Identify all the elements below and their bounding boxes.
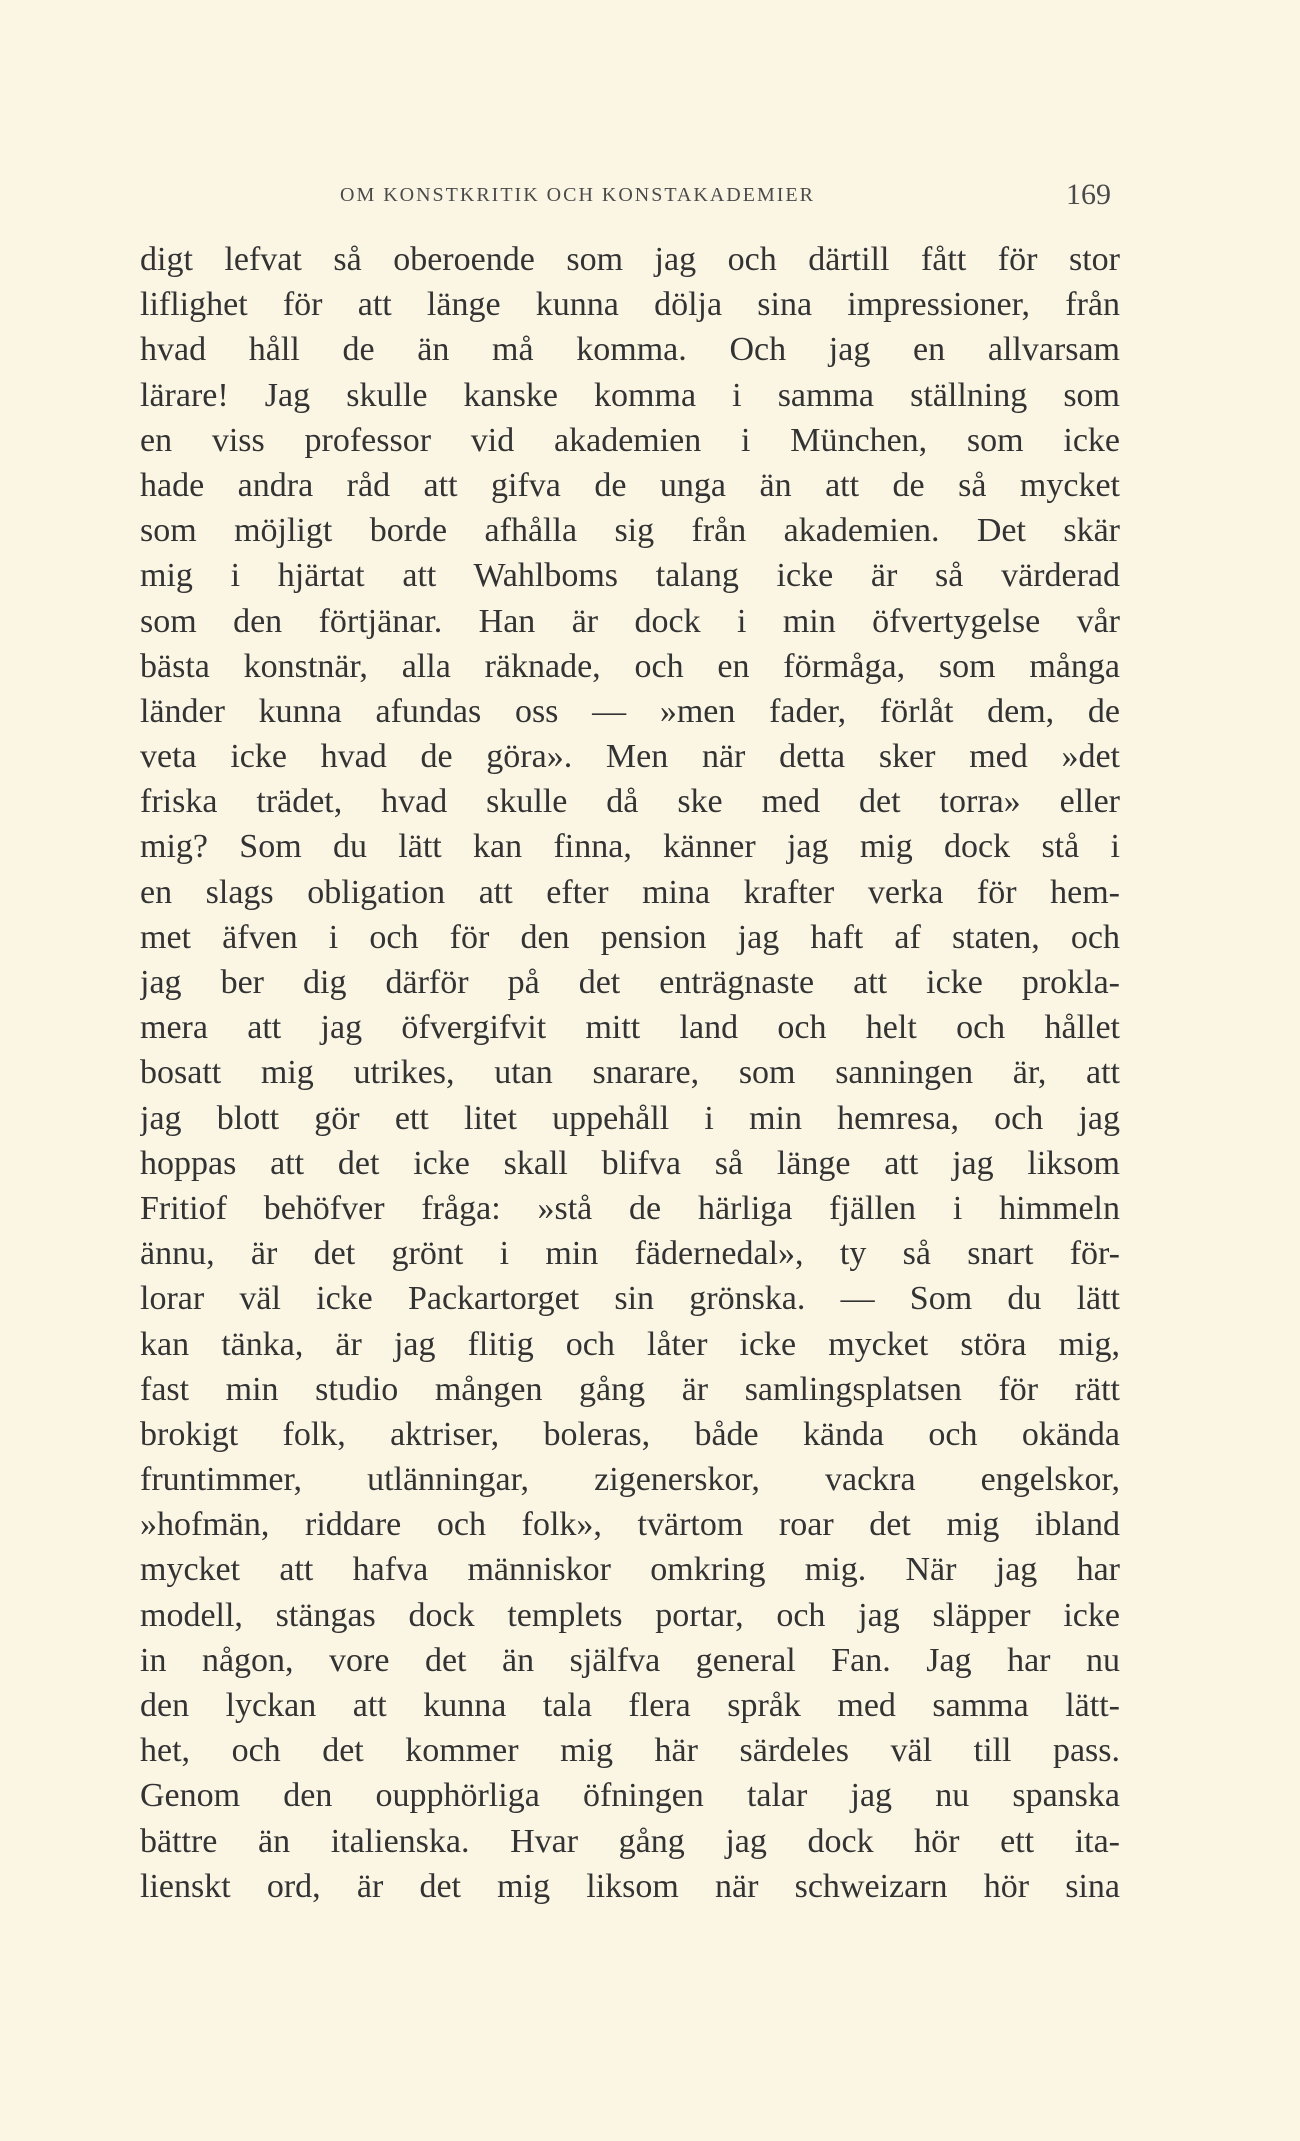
text-line: den lyckan att kunna tala flera språk med samma lätt- <box>140 1687 1120 1724</box>
text-line: mycket att hafva människor omkring mig. När jag har <box>140 1551 1120 1589</box>
running-title: OM KONSTKRITIK OCH KONSTAKADEMIER <box>340 184 815 206</box>
text-line: veta icke hvad de göra». Men när detta sker med »det <box>140 738 1120 776</box>
text-line: fruntimmer, utlänningar, zigenerskor, vackra engelskor, <box>140 1461 1120 1499</box>
text-line: bosatt mig utrikes, utan snarare, som sanningen är, att <box>140 1054 1120 1092</box>
text-line: hade andra råd att gifva de unga än att de så mycket <box>140 466 1120 504</box>
text-line: brokigt folk, aktriser, boleras, både kända och okända <box>140 1415 1120 1453</box>
text-line: ännu, är det grönt i min fädernedal», ty så snart för- <box>140 1235 1120 1273</box>
text-line: hoppas att det icke skall blifva så länge att jag liksom <box>140 1144 1120 1182</box>
text-line: som möjligt borde afhålla sig från akademien. Det skär <box>140 512 1120 550</box>
text-line: in någon, vore det än själfva general Fan. Jag har nu <box>140 1641 1120 1679</box>
text-line: en slags obligation att efter mina krafter verka för hem- <box>140 873 1120 911</box>
text-line: friska trädet, hvad skulle då ske med det torra» eller <box>140 783 1120 821</box>
text-line: Genom den oupphörliga öfningen talar jag nu spanska <box>140 1777 1120 1815</box>
text-line: lienskt ord, är det mig liksom när schweizarn hör sina <box>140 1867 1120 1905</box>
text-line: en viss professor vid akademien i München, som icke <box>140 421 1120 459</box>
text-line: som den förtjänar. Han är dock i min öfvertygelse vår <box>140 602 1120 640</box>
page-number: 169 <box>1066 178 1111 211</box>
text-line: lärare! Jag skulle kanske komma i samma ställning som <box>140 376 1120 414</box>
text-line: bättre än italienska. Hvar gång jag dock hör ett ita- <box>140 1822 1120 1860</box>
text-line: liflighet för att länge kunna dölja sina impressioner, från <box>140 286 1120 324</box>
text-line: bästa konstnär, alla räknade, och en förmåga, som många <box>140 647 1120 685</box>
text-line: kan tänka, är jag flitig och låter icke mycket störa mig, <box>140 1325 1120 1363</box>
running-head <box>0 178 1300 218</box>
text-line: Fritiof behöfver fråga: »stå de härliga fjällen i himmeln <box>140 1189 1120 1227</box>
text-line: modell, stängas dock templets portar, och jag släpper icke <box>140 1596 1120 1634</box>
text-line: jag ber dig därför på det enträgnaste att icke prokla- <box>140 964 1120 1001</box>
text-line: digt lefvat så oberoende som jag och därtill fått för stor <box>140 241 1120 278</box>
text-line: mig i hjärtat att Wahlboms talang icke är så värderad <box>140 557 1120 595</box>
body-text <box>140 237 1120 1909</box>
text-line: hvad håll de än må komma. Och jag en allvarsam <box>140 331 1120 369</box>
text-line: het, och det kommer mig här särdeles väl till pass. <box>140 1732 1120 1770</box>
text-line: mig? Som du lätt kan finna, känner jag mig dock stå i <box>140 828 1120 866</box>
text-line: mera att jag öfvergifvit mitt land och helt och hållet <box>140 1009 1120 1047</box>
text-line: fast min studio mången gång är samlingsplatsen för rätt <box>140 1370 1120 1408</box>
text-line: länder kunna afundas oss — »men fader, förlåt dem, de <box>140 692 1120 730</box>
text-line: jag blott gör ett litet uppehåll i min hemresa, och jag <box>140 1099 1120 1137</box>
text-line: met äfven i och för den pension jag haft af staten, och <box>140 918 1120 956</box>
text-line: lorar väl icke Packartorget sin grönska. — Som du lätt <box>140 1280 1120 1318</box>
text-line: »hofmän, riddare och folk», tvärtom roar det mig ibland <box>140 1506 1120 1544</box>
